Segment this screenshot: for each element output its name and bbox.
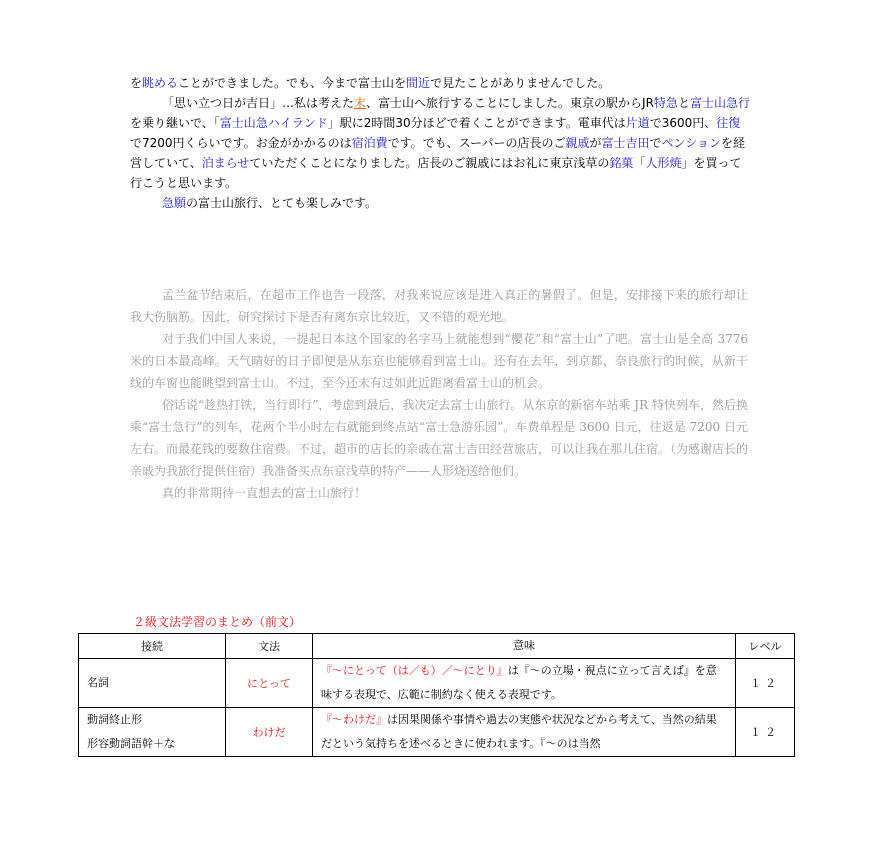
jp-text: 「思い立つ日が吉日」…私は考えた (162, 96, 355, 110)
jp-text: が (589, 136, 602, 150)
jp-text: 「 (633, 156, 646, 170)
jp-text: で3600円、 (649, 116, 717, 130)
meaning-keyword: 『～わけだ』 (321, 713, 387, 726)
cn-paragraph-2: 对于我们中国人来说，一提起日本这个国家的名字马上就能想到“樱花”和“富士山”了吧。富士山是全高 3776 米的日本最高峰。天气晴好的日子即便是从东京也能够看到富士山。还有在去年，到京都、奈良旅行的时候，从新干线的车窗也能眺望到富士山。不过，至今还未有过如此近距离看富士山的机会。 (130, 332, 748, 390)
connect-text: 名詞 (87, 676, 109, 689)
row-grammar: にとって (226, 659, 313, 708)
cn-paragraph-3: 俗话说“趁热打铁，当行即行”，考虑到最后，我决定去富士山旅行。从东京的新宿车站乘 JR 特快列车，然后换乘“富士急行”的列车，花两个半小时左右就能到终点站“富士急游乐园”。车费单程是 3600 日元，往返是 7200 日元左右。而最花钱的要数住宿费。不过，超市的店长的亲戚在富士吉田经营旅店，可以让我在那儿住宿。（为感谢店长的亲戚为我旅行提供住宿）我准备买点东京浅草的特产——人形烧送给他们。 (130, 398, 749, 478)
jp-vocab: 往復 (716, 116, 741, 130)
jp-text: ことができました。でも、今まで富士山を (178, 76, 407, 90)
jp-vocab: 特急 (653, 96, 678, 110)
row-level: １２ (736, 708, 795, 757)
jp-text: 、富士山へ旅行することにしました。東京の駅からJR (366, 96, 654, 110)
jp-vocab: 眺める (142, 76, 179, 90)
meaning-text: は『～の立場・視点に立って言えば』を意味する表現で、広範に制約なく使える表現です。 (321, 664, 717, 701)
jp-vocab: 富士山急ハイランド (219, 116, 328, 130)
jp-text: を (130, 76, 143, 90)
jp-vocab: 末 (354, 96, 367, 110)
jp-vocab: 間近 (406, 76, 431, 90)
header-grammar: 文法 (226, 634, 313, 659)
jp-vocab: 銘菓 (609, 156, 634, 170)
connect-text: 動詞終止形 (87, 713, 142, 726)
jp-text: を乗り継いで、「 (130, 116, 220, 130)
jp-vocab: 片道 (625, 116, 650, 130)
jp-vocab: 富士山急行 (689, 96, 750, 110)
row-grammar: わけだ (226, 708, 313, 757)
header-meaning: 意味 (313, 634, 736, 659)
jp-vocab: 泊まらせ (201, 156, 250, 170)
table-header-row (79, 634, 795, 659)
jp-paragraph-2 (130, 93, 750, 193)
header-connect: 接続 (79, 634, 226, 659)
grammar-heading: ２級文法学習のまとめ（前文） (133, 615, 302, 629)
jp-text: で (649, 136, 662, 150)
jp-text: です。でも、スーパーの店長のご (387, 136, 566, 150)
jp-vocab: 急願 (162, 196, 187, 210)
jp-text: で7200円くらいです。お金がかかるのは (130, 136, 352, 150)
grammar-table (78, 633, 795, 757)
table-row (79, 659, 795, 708)
row-level: １２ (736, 659, 795, 708)
jp-text: で見たことがありませんでした。 (430, 76, 611, 90)
jp-vocab: 人形焼 (645, 156, 682, 170)
jp-paragraph-1 (130, 73, 750, 93)
japanese-passage (130, 73, 750, 213)
jp-vocab: ペンション (661, 136, 721, 150)
cn-paragraph-4: 真的非常期待一直想去的富士山旅行！ (162, 486, 367, 500)
jp-text: を経営していて、 (130, 136, 745, 170)
row-connect (79, 708, 226, 757)
header-level: レベル (736, 634, 795, 659)
jp-paragraph-3 (130, 193, 750, 213)
meaning-keyword: 『～にとって（は／も）／～にとり』 (321, 664, 508, 677)
jp-text: 」を買って行こうと思います。 (130, 156, 742, 190)
jp-text: ていただくことになりました。店長のご親戚にはお礼に東京浅草の (249, 156, 610, 170)
row-meaning (313, 708, 736, 757)
jp-text: 」駅に2時間30分ほどで着くことができます。電車代は (327, 116, 626, 130)
connect-text: 形容動詞語幹＋な (87, 737, 175, 750)
cn-paragraph-1: 孟兰盆节结束后，在超市工作也告一段落，对我来说应该是进入真正的暑假了。但是，安排接下来的旅行却让我大伤脑筋。因此，研究探讨下是否有离东京比较近，又不错的观光地。 (130, 288, 748, 324)
jp-text: と (677, 96, 690, 110)
jp-vocab: 宿泊費 (351, 136, 388, 150)
jp-vocab: 富士吉田 (601, 136, 650, 150)
jp-text: の富士山旅行、とても楽しみです。 (186, 196, 378, 210)
meaning-text: は因果関係や事情や過去の実態や状況などから考えて、当然の結果だという気持ちを述べるときに使われます。『～のは当然 (321, 713, 717, 750)
jp-vocab: 親戚 (565, 136, 590, 150)
row-meaning (313, 659, 736, 708)
table-row (79, 708, 795, 757)
chinese-translation (130, 284, 748, 504)
row-connect (79, 659, 226, 708)
